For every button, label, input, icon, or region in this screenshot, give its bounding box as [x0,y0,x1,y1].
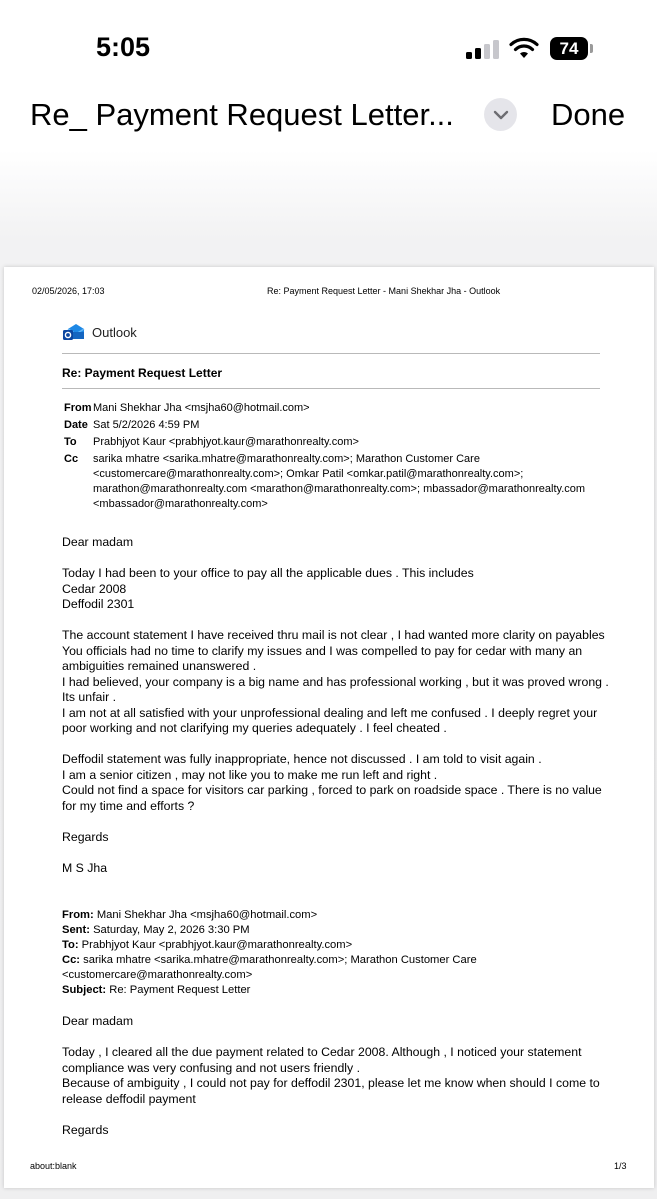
title-menu-button[interactable] [484,98,517,131]
email-regards: Regards [62,830,109,844]
quoted-sent: Saturday, May 2, 2026 3:30 PM [93,924,250,936]
quoted-to: Prabhjyot Kaur <prabhjyot.kaur@marathonrealty.com> [81,939,353,951]
print-footer-url: about:blank [30,1161,77,1171]
cc-value: sarika mhatre <sarika.mhatre@marathonrealty.com>; Marathon Customer Care <customercare@marathonrealty.com>; Omkar Patil <omkar.patil@marathonrealty.com>; marathon@marathonrealty.com <marathon@marathonrealty.com>; mbassador@marathonrealty.com <mbassador@marathonrealty.com> [93,453,586,510]
email-subject: Re: Payment Request Letter [62,366,223,380]
quoted-paragraph: Today , I cleared all the due payment related to Cedar 2008. Although , I noticed your statement compliance was very confusing and not users friendly . Because of ambiguity , I could not pay for deffodil 2301, please let me know when should I come to release deffodil payment [62,1045,600,1106]
print-footer-page: 1/3 [614,1161,627,1171]
email-greeting: Dear madam [62,535,134,549]
document-title: Re_ Payment Request Letter... [30,97,454,132]
email-paragraph: The account statement I have received thru mail is not clear , I had wanted more clarity on payables You officials had no time to clarify my issues and I was compelled to pay for cedar with many an ambiguities remained unanswered . I had believed, your company is a big name and has professional working , but it was proved wrong . Its unfair . I am not at all satisfied with your unprofessional dealing and left me confused . I deeply regret your poor working and not clarifying my queries adequately . I feel cheated . [62,628,609,735]
quoted-cc: sarika mhatre <sarika.mhatre@marathonrealty.com>; Marathon Customer Care [83,954,477,966]
battery-icon [550,37,594,60]
email-paragraph: Deffodil statement was fully inappropriate, hence not discussed . I am told to visit again . I am a senior citizen , may not like you to make me run left and right . Could not find a space for visitors car parking , forced to park on roadside space . There is no value for my time and efforts ? [62,752,602,813]
done-button[interactable]: Done [551,97,626,132]
cellular-signal-icon [466,39,500,59]
status-time: 5:05 [96,32,151,62]
quoted-from: Mani Shekhar Jha <msjha60@hotmail.com> [96,909,318,921]
date-value: Sat 5/2/2026 4:59 PM [93,419,200,431]
cc-label: Cc [64,453,79,465]
print-header-date: 02/05/2026, 17:03 [32,286,105,296]
quoted-greeting: Dear madam [62,1014,134,1028]
email-signature: M S Jha [62,861,108,875]
to-label: To [64,436,77,448]
from-value: Mani Shekhar Jha <msjha60@hotmail.com> [93,402,310,414]
quoted-regards: Regards [62,1123,109,1137]
quoted-header: From: Mani Shekhar Jha <msjha60@hotmail.com> Sent: Saturday, May 2, 2026 3:30 PM To: Prabhjyot Kaur <prabhjyot.kaur@marathonrealty.com> Cc: sarika mhatre <sarika.mhatre@marathonrealty.com>; Marathon Customer Care <customercare@marathonrealty.com> Subject: Re: Payment Request Letter [62,909,477,996]
outlook-logo-icon [62,322,86,342]
divider [62,353,600,354]
email-paragraph: Today I had been to your office to pay all the applicable dues . This includes Cedar 2008 Deffodil 2301 [62,566,474,611]
wifi-icon [509,36,539,60]
document-page[interactable] [4,267,654,1188]
date-label: Date [64,419,88,431]
divider [62,388,600,389]
from-label: From [64,402,92,414]
chevron-down-icon [493,110,509,120]
quoted-subject: Re: Payment Request Letter [109,984,251,996]
to-value: Prabhjyot Kaur <prabhjyot.kaur@marathonrealty.com> [93,436,359,448]
print-header-title: Re: Payment Request Letter - Mani Shekhar Jha - Outlook [267,286,501,296]
battery-level: 74 [550,37,588,60]
outlook-app-name: Outlook [92,325,137,340]
